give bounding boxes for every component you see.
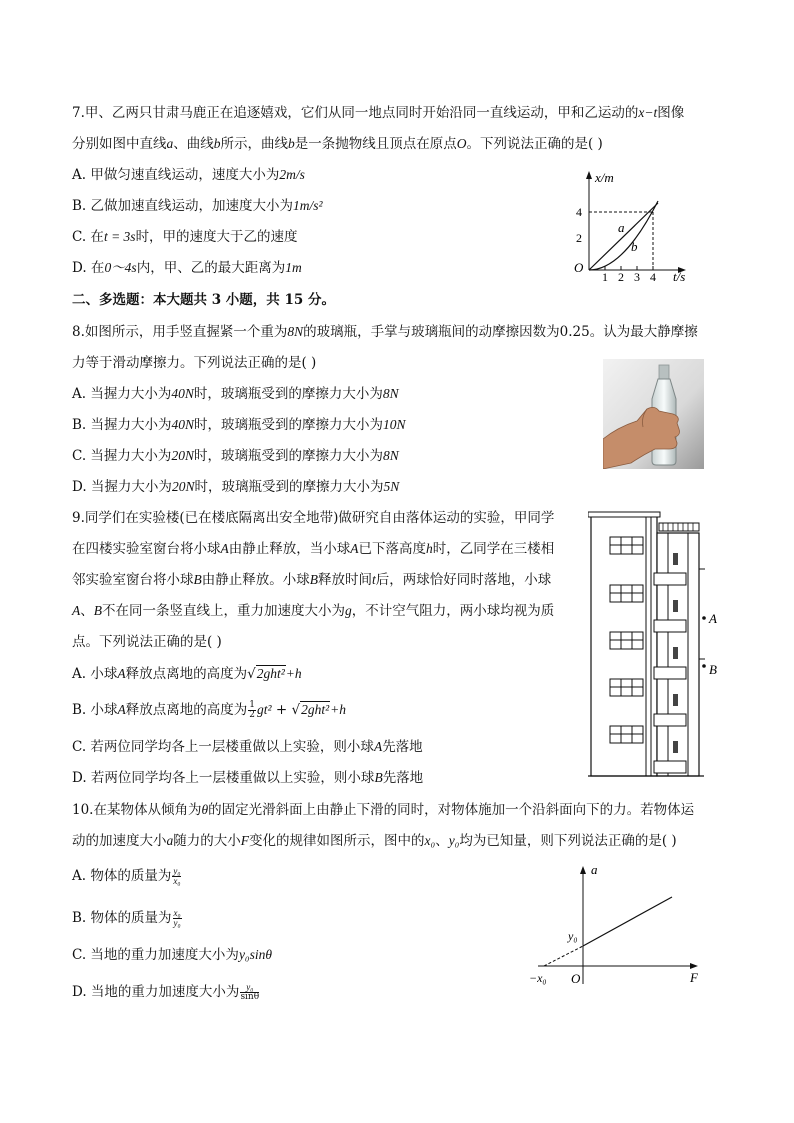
q9-option-d: D. 若两位同学均各上一层楼重做以上实验，则小球B先落地 [72, 770, 424, 786]
q9-stem-line3: 邻实验室窗台将小球B由静止释放。小球B释放时间t后，两球恰好同时落地，小球 [72, 572, 552, 588]
q9-label-b: B [709, 662, 717, 677]
q10-a-f-graph [528, 862, 708, 994]
q10-graph-origin: O [571, 971, 581, 986]
q10-graph-neg-x0-label: −x₀ [529, 971, 547, 985]
q9-stem-line1: 9.同学们在实验楼(已在楼底隔离出安全地带)做研究自由落体运动的实验，甲同学 [72, 510, 555, 526]
q7-graph-xtick-2: 2 [618, 270, 624, 284]
q10-graph-xlabel: F [690, 970, 698, 985]
q7-xt-graph [565, 168, 700, 286]
q10-stem-line2: 动的加速度大小a随力的大小F变化的规律如图所示，图中的x₀、y₀均为已知量，则下列说法正确的是( ) [72, 833, 677, 849]
q7-graph-line-a [589, 203, 658, 270]
q7-option-b: B. 乙做加速直线运动，加速度大小为1m/s² [72, 198, 323, 214]
q8-option-b: B. 当握力大小为40N时，玻璃瓶受到的摩擦力大小为10N [72, 417, 406, 433]
q10-option-a: A. 物体的质量为 $\frac{\text{y₀}}{\text{x₀}}$ [72, 866, 181, 886]
q9-building-figure [588, 509, 724, 779]
q10-graph-y0-label: y₀ [568, 929, 578, 943]
q7-option-d: D. 在0～4s内，甲、乙的最大距离为1m [72, 260, 302, 276]
q10-graph-ylabel: a [591, 862, 598, 877]
q7-option-a: A. 甲做匀速直线运动，速度大小为2m/s [72, 167, 305, 183]
q7-graph-xlabel: t/s [673, 269, 686, 284]
q7-graph-label-b: b [631, 239, 638, 254]
q8-option-d: D. 当握力大小为20N时，玻璃瓶受到的摩擦力大小为5N [72, 479, 400, 495]
q8-option-c: C. 当握力大小为20N时，玻璃瓶受到的摩擦力大小为8N [72, 448, 399, 464]
q10-option-c: C. 当地的重力加速度大小为y₀sinθ [72, 947, 273, 963]
q9-label-a: A [709, 611, 717, 626]
q7-graph-label-a: a [618, 220, 625, 235]
q7-graph-ytick-4: 4 [576, 205, 582, 219]
q9-stem-line5: 点。下列说法正确的是( ) [72, 634, 222, 650]
q10-option-d: D. 当地的重力加速度大小为 $\frac{\text{y₀}}{\sin\theta}$ [72, 982, 260, 1002]
q8-hand-bottle-photo [603, 359, 704, 469]
q7-graph-ylabel: x/m [595, 170, 614, 185]
q9-option-c: C. 若两位同学均各上一层楼重做以上实验，则小球A先落地 [72, 739, 423, 755]
q7-graph-ytick-2: 2 [576, 231, 582, 245]
q7-graph-xtick-3: 3 [634, 270, 640, 284]
q10-stem-line1: 10.在某物体从倾角为θ的固定光滑斜面上由静止下滑的同时，对物体施加一个沿斜面向下的力。若物体运 [72, 802, 695, 818]
q7-stem-line1: 7.甲、乙两只甘肃马鹿正在追逐嬉戏，它们从同一地点同时开始沿同一直线运动，甲和乙运动的x−t图像 [72, 105, 685, 121]
q7-graph-xtick-1: 1 [602, 270, 608, 284]
section-multiple-choice-header: 二、多选题：本大题共 3 小题，共 15 分。 [72, 292, 335, 308]
q7-graph-xtick-4: 4 [650, 270, 656, 284]
q9-ball-b [702, 664, 706, 668]
q10-graph-line [583, 897, 672, 946]
q9-option-a: A. 小球A释放点离地的高度为√2ght²+h [72, 666, 302, 682]
q9-ball-a [702, 616, 706, 620]
q8-stem-line2: 力等于滑动摩擦力。下列说法正确的是( ) [72, 355, 317, 371]
q7-option-c: C. 在t = 3s时，甲的速度大于乙的速度 [72, 229, 298, 245]
q8-option-a: A. 当握力大小为40N时，玻璃瓶受到的摩擦力大小为8N [72, 386, 399, 402]
q7-stem-line2: 分别如图中直线a、曲线b所示，曲线b是一条抛物线且顶点在原点O。下列说法正确的是( ) [72, 136, 603, 152]
q9-option-b: B. 小球A释放点离地的高度为 $\frac{1}{2}$ gt² + √2ght²+h [72, 700, 347, 720]
q8-stem-line1: 8.如图所示，用手竖直握紧一个重为8N的玻璃瓶，手掌与玻璃瓶间的动摩擦因数为0.25。认为最大静摩擦 [72, 324, 698, 340]
q7-graph-origin: O [574, 260, 584, 275]
q9-stem-line4: A、B不在同一条竖直线上，重力加速度大小为g，不计空气阻力，两小球均视为质 [72, 603, 555, 619]
q9-stem-line2: 在四楼实验室窗台将小球A由静止释放，当小球A已下落高度h时，乙同学在三楼相 [72, 541, 555, 557]
q10-option-b: B. 物体的质量为 $\frac{\text{x₀}}{\text{y₀}}$ [72, 908, 181, 928]
q10-graph-dashed-extension [544, 946, 583, 966]
